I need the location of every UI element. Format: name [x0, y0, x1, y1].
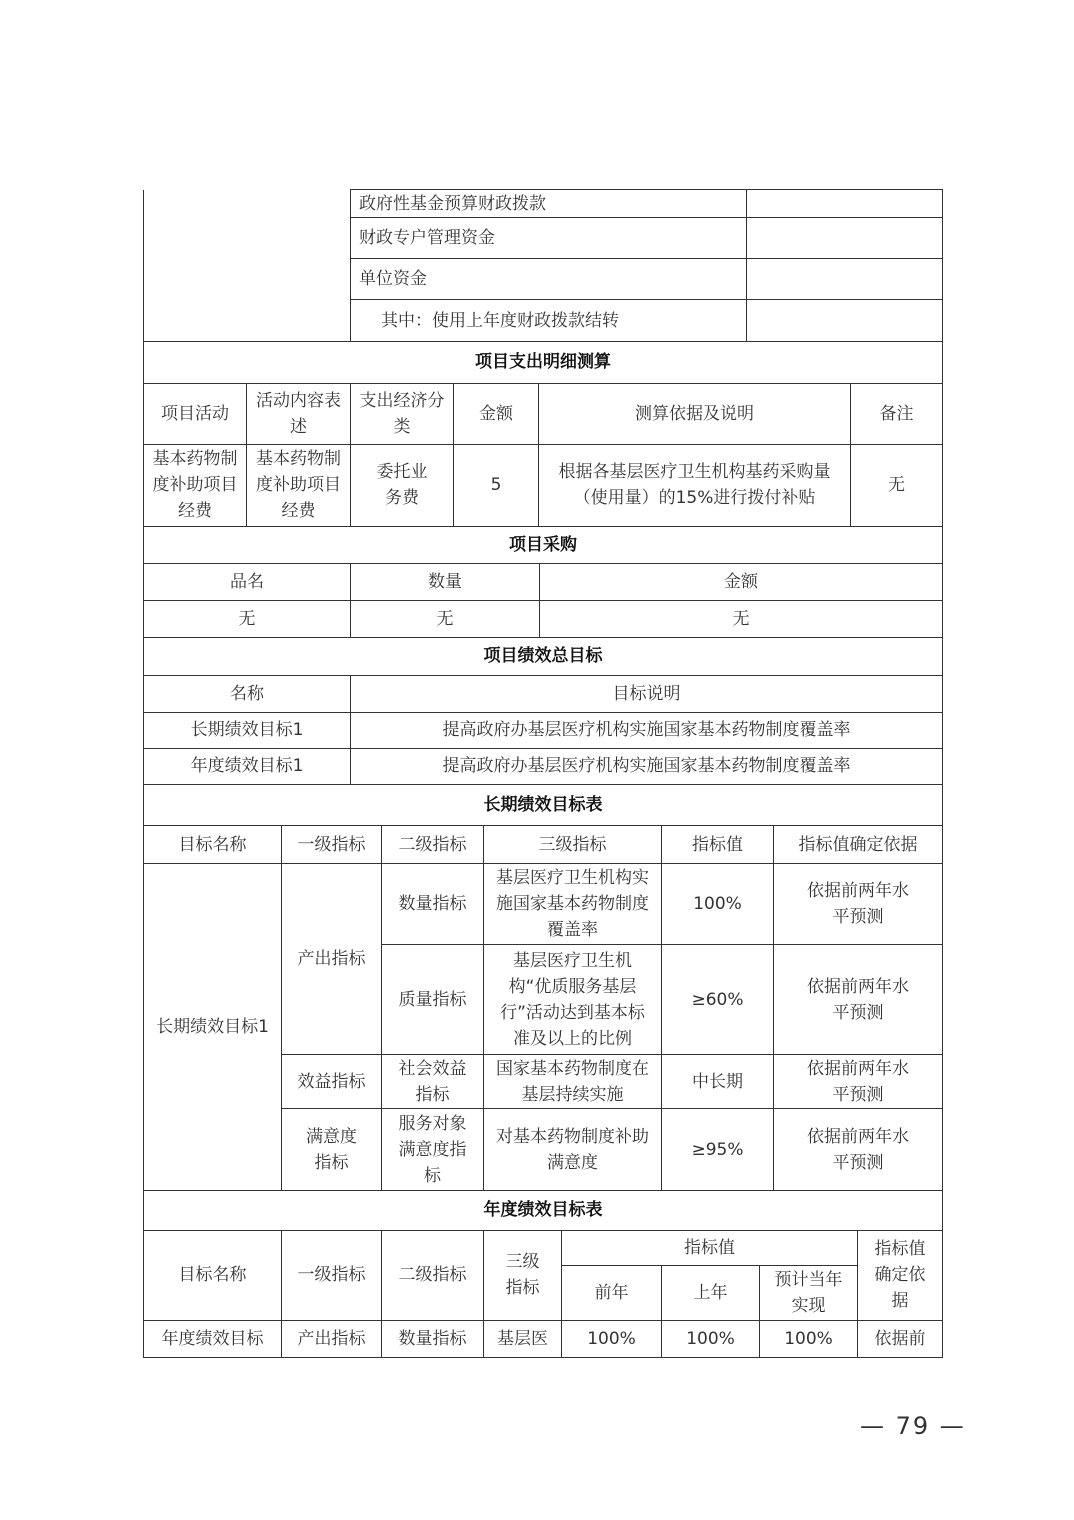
funding-row: 其中：使用上年度财政拨款结转	[351, 300, 747, 342]
level3-indicator: 基层医疗卫生机构“优质服务基层行”活动达到基本标准及以上的比例	[484, 945, 662, 1055]
overall-goal-table	[143, 638, 943, 785]
procurement-cell: 无	[144, 601, 351, 638]
goal-name: 年度绩效目标1	[144, 748, 351, 784]
longterm-goal-table	[143, 785, 943, 1192]
subheader: 上年	[662, 1265, 760, 1320]
level1-indicator: 满意度指标	[282, 1109, 382, 1191]
subheader: 前年	[562, 1265, 662, 1320]
column-header: 金额	[454, 383, 539, 444]
funding-row: 政府性基金预算财政拨款	[351, 190, 747, 218]
annual-cell: 100%	[662, 1320, 760, 1357]
funding-row: 单位资金	[351, 259, 747, 300]
indicator-basis: 依据前两年水平预测	[774, 864, 943, 945]
section-title: 项目采购	[144, 527, 943, 564]
column-header: 目标名称	[144, 826, 282, 864]
procurement-table	[143, 527, 943, 639]
column-header: 指标值	[662, 826, 774, 864]
section-title: 项目绩效总目标	[144, 638, 943, 675]
indicator-value: ≥60%	[662, 945, 774, 1055]
goal-desc: 提高政府办基层医疗机构实施国家基本药物制度覆盖率	[351, 748, 943, 784]
column-header: 三级指标	[484, 1230, 562, 1320]
indicator-basis: 依据前两年水平预测	[774, 1109, 943, 1191]
indicator-basis: 依据前两年水平预测	[774, 1055, 943, 1109]
column-header: 二级指标	[382, 1230, 484, 1320]
page-number: — 79 —	[860, 1412, 966, 1440]
column-header: 名称	[144, 675, 351, 712]
level2-indicator: 社会效益指标	[382, 1055, 484, 1109]
column-header: 活动内容表述	[247, 383, 351, 444]
funding-value	[747, 190, 943, 218]
annual-goal-table	[143, 1191, 943, 1358]
level3-indicator: 对基本药物制度补助满意度	[484, 1109, 662, 1191]
section-title: 项目支出明细测算	[144, 342, 943, 383]
funding-row: 财政专户管理资金	[351, 218, 747, 259]
column-header: 项目活动	[144, 383, 247, 444]
expense-category: 委托业务费	[351, 444, 454, 526]
procurement-cell: 无	[540, 601, 943, 638]
column-header: 测算依据及说明	[539, 383, 851, 444]
column-header: 三级指标	[484, 826, 662, 864]
budget-document-table	[143, 189, 942, 1358]
column-header: 备注	[851, 383, 943, 444]
column-header: 一级指标	[282, 1230, 382, 1320]
column-header: 指标值确定依据	[774, 826, 943, 864]
indicator-value: ≥95%	[662, 1109, 774, 1191]
level1-indicator: 效益指标	[282, 1055, 382, 1109]
annual-cell: 100%	[760, 1320, 858, 1357]
expense-amount: 5	[454, 444, 539, 526]
indicator-value: 中长期	[662, 1055, 774, 1109]
expense-basis: 根据各基层医疗卫生机构基药采购量（使用量）的15%进行拨付补贴	[539, 444, 851, 526]
column-header: 目标名称	[144, 1230, 282, 1320]
funding-blank-cell	[144, 190, 351, 342]
level3-indicator: 基层医疗卫生机构实施国家基本药物制度覆盖率	[484, 864, 662, 945]
annual-cell: 数量指标	[382, 1320, 484, 1357]
section-title: 长期绩效目标表	[144, 785, 943, 826]
column-header: 二级指标	[382, 826, 484, 864]
goal-name: 长期绩效目标1	[144, 712, 351, 748]
subheader: 预计当年实现	[760, 1265, 858, 1320]
indicator-value: 100%	[662, 864, 774, 945]
column-header: 目标说明	[351, 675, 943, 712]
level1-indicator: 产出指标	[282, 864, 382, 1055]
indicator-basis: 依据前两年水平预测	[774, 945, 943, 1055]
annual-cell: 年度绩效目标	[144, 1320, 282, 1357]
annual-cell: 产出指标	[282, 1320, 382, 1357]
expense-note: 无	[851, 444, 943, 526]
column-header: 一级指标	[282, 826, 382, 864]
column-header: 指标值	[562, 1230, 858, 1265]
expense-content: 基本药物制度补助项目经费	[247, 444, 351, 526]
expense-table	[143, 342, 943, 527]
funding-value	[747, 218, 943, 259]
level3-indicator: 国家基本药物制度在基层持续实施	[484, 1055, 662, 1109]
goal-desc: 提高政府办基层医疗机构实施国家基本药物制度覆盖率	[351, 712, 943, 748]
column-header: 数量	[351, 564, 540, 601]
column-header: 支出经济分类	[351, 383, 454, 444]
annual-cell: 基层医	[484, 1320, 562, 1357]
column-header: 指标值确定依据	[858, 1230, 943, 1320]
funding-table	[143, 189, 943, 342]
level2-indicator: 质量指标	[382, 945, 484, 1055]
section-title: 年度绩效目标表	[144, 1191, 943, 1230]
level2-indicator: 数量指标	[382, 864, 484, 945]
column-header: 金额	[540, 564, 943, 601]
level2-indicator: 服务对象满意度指标	[382, 1109, 484, 1191]
procurement-cell: 无	[351, 601, 540, 638]
annual-cell: 依据前	[858, 1320, 943, 1357]
expense-activity: 基本药物制度补助项目经费	[144, 444, 247, 526]
funding-value	[747, 300, 943, 342]
column-header: 品名	[144, 564, 351, 601]
funding-value	[747, 259, 943, 300]
longterm-goal-name: 长期绩效目标1	[144, 864, 282, 1191]
annual-cell: 100%	[562, 1320, 662, 1357]
